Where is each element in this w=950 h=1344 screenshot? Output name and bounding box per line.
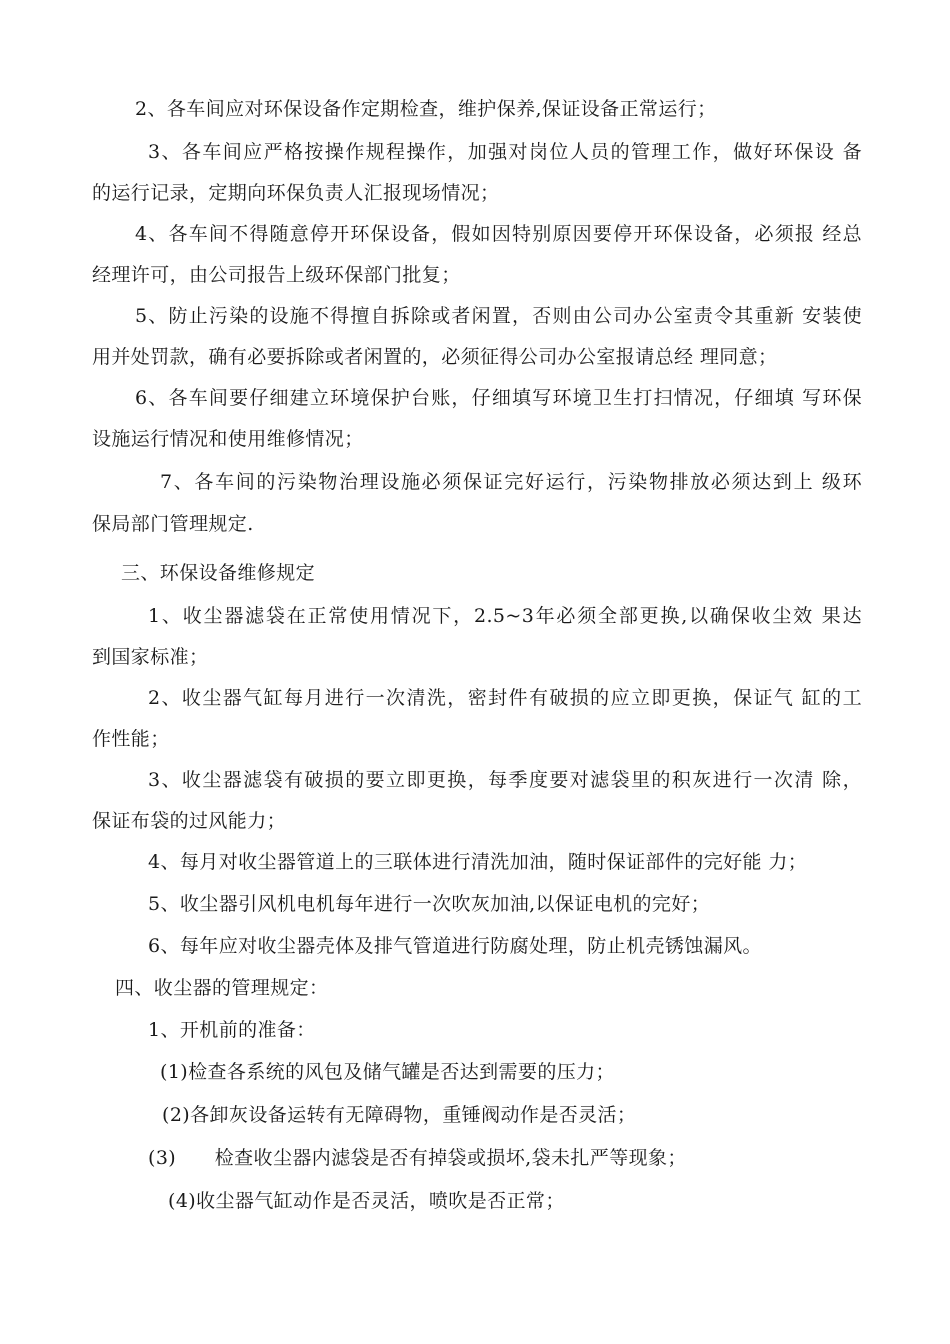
subsection-heading: 1、开机前的准备：: [148, 1019, 316, 1041]
list-item: (4)收尘器气缸动作是否灵活，喷吹是否正常；: [168, 1190, 565, 1212]
paragraph-line: 4、每月对收尘器管道上的三联体进行清洗加油，随时保证部件的完好能 力；: [148, 851, 808, 873]
paragraph-line: 4、各车间不得随意停开环保设备，假如因特别原因要停开环保设备，必须报 经总: [135, 223, 862, 245]
list-item: (3) 检查收尘器内滤袋是否有掉袋或损坏,袋未扎严等现象；: [148, 1147, 687, 1169]
list-item: (2)各卸灰设备运转有无障碍物，重锤阀动作是否灵活；: [162, 1104, 637, 1126]
section-heading: 三、环保设备维修规定: [121, 562, 316, 584]
paragraph-line: 用并处罚款，确有必要拆除或者闲置的，必须征得公司办公室报请总经 理同意；: [92, 346, 778, 368]
paragraph-line: 1、收尘器滤袋在正常使用情况下，2.5~3年必须全部更换,以确保收尘效 果达: [148, 605, 862, 627]
list-item: (1)检查各系统的风包及储气罐是否达到需要的压力；: [160, 1061, 615, 1083]
paragraph-line: 保局部门管理规定.: [92, 513, 254, 535]
paragraph-line: 6、各车间要仔细建立环境保护台账，仔细填写环境卫生打扫情况，仔细填 写环保: [135, 387, 862, 409]
paragraph-line: 5、收尘器引风机电机每年进行一次吹灰加油,以保证电机的完好；: [148, 893, 711, 915]
paragraph-line: 2、收尘器气缸每月进行一次清洗，密封件有破损的应立即更换，保证气 缸的工: [148, 687, 862, 709]
paragraph-line: 保证布袋的过风能力；: [92, 810, 287, 832]
paragraph-line: 2、各车间应对环保设备作定期检查，维护保养,保证设备正常运行；: [135, 98, 717, 120]
paragraph-line: 的运行记录，定期向环保负责人汇报现场情况；: [92, 182, 500, 204]
paragraph-line: 3、收尘器滤袋有破损的要立即更换，每季度要对滤袋里的积灰进行一次清 除，: [148, 769, 862, 791]
paragraph-line: 作性能；: [92, 728, 170, 750]
section-heading: 四、收尘器的管理规定：: [115, 977, 329, 999]
paragraph-line: 经理许可，由公司报告上级环保部门批复；: [92, 264, 461, 286]
paragraph-line: 7、各车间的污染物治理设施必须保证完好运行，污染物排放必须达到上 级环: [160, 471, 862, 493]
paragraph-line: 3、各车间应严格按操作规程操作，加强对岗位人员的管理工作，做好环保设 备: [148, 141, 862, 163]
paragraph-line: 设施运行情况和使用维修情况；: [92, 428, 364, 450]
paragraph-line: 5、防止污染的设施不得擅自拆除或者闲置，否则由公司办公室责令其重新 安装使: [135, 305, 862, 327]
paragraph-line: 到国家标准；: [92, 646, 209, 668]
paragraph-line: 6、每年应对收尘器壳体及排气管道进行防腐处理，防止机壳锈蚀漏风。: [148, 935, 762, 957]
